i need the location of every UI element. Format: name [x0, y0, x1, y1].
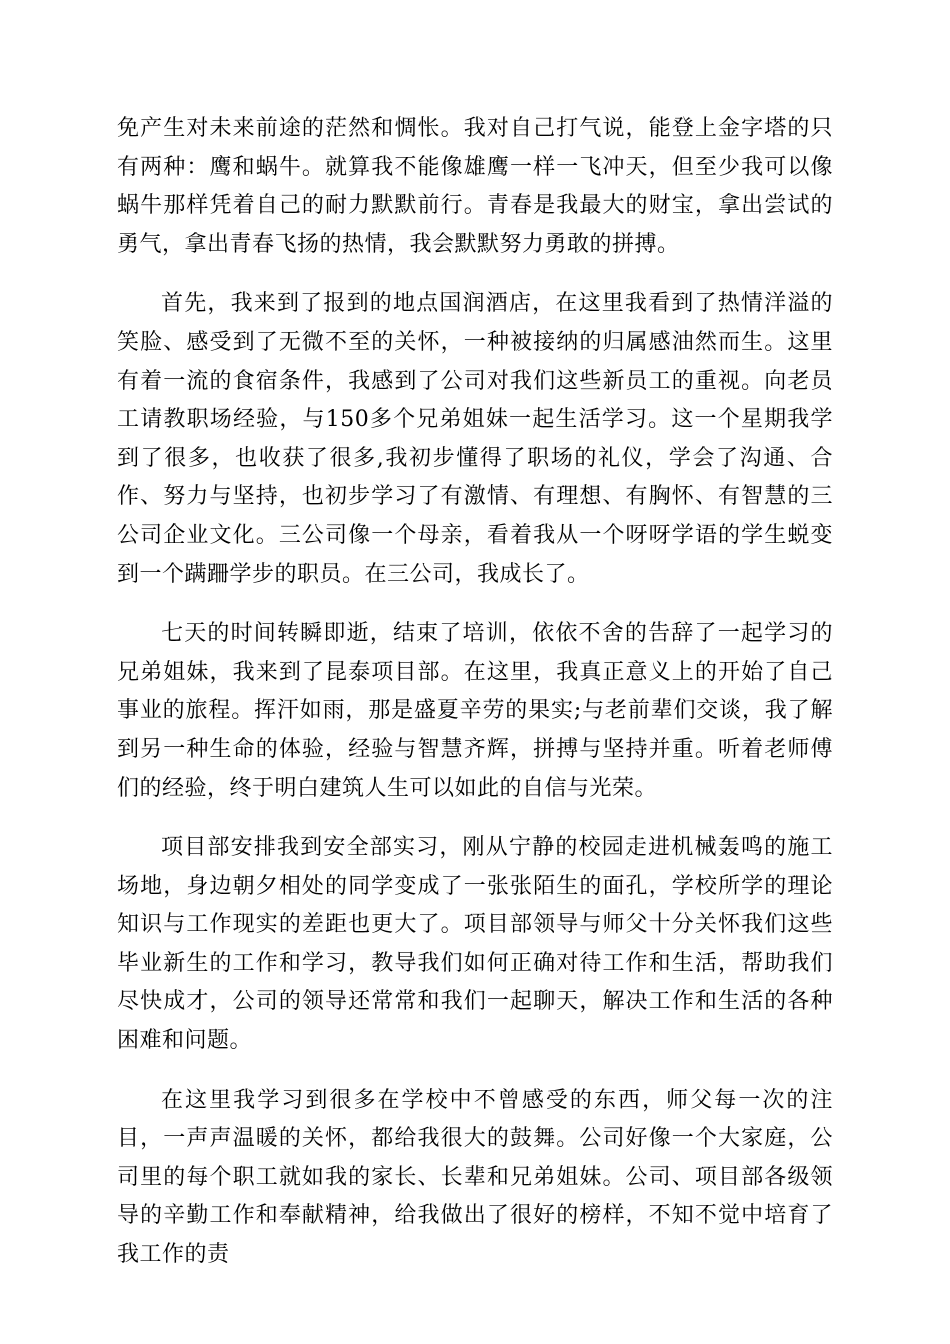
paragraph-arrival-training: 首先，我来到了报到的地点国润酒店，在这里我看到了热情洋溢的笑脸、感受到了无微不至的关怀，一种被接纳的归属感油然而生。这里有着一流的食宿条件，我感到了公司对我们这些新员工的重视。向老员工请教职场经验，与150多个兄弟姐妹一起生活学习。这一个星期我学到了很多，也收获了很多,我初步懂得了职场的礼仪，学会了沟通、合作、努力与坚持，也初步学习了有激情、有理想、有胸怀、有智慧的三公司企业文化。三公司像一个母亲，看着我从一个呀呀学语的学生蜕变到一个蹒跚学步的职员。在三公司，我成长了。 — [117, 291, 833, 587]
paragraph-safety-internship: 项目部安排我到安全部实习，刚从宁静的校园走进机械轰鸣的施工场地，身边朝夕相处的同学变成了一张张陌生的面孔，学校所学的理论知识与工作现实的差距也更大了。项目部领导与师父十分关怀我们这些毕业新生的工作和学习，教导我们如何正确对待工作和生活，帮助我们尽快成才，公司的领导还常常和我们一起聊天，解决工作和生活的各种困难和问题。 — [117, 835, 833, 1054]
document-body — [117, 110, 833, 1296]
paragraph-project-department: 七天的时间转瞬即逝，结束了培训，依依不舍的告辞了一起学习的兄弟姐妹，我来到了昆泰项目部。在这里，我真正意义上的开始了自己事业的旅程。挥汗如雨，那是盛夏辛劳的果实;与老前辈们交谈，我了解到另一种生命的体验，经验与智慧齐辉，拼搏与坚持并重。听着老师傅们的经验，终于明白建筑人生可以如此的自信与光荣。 — [117, 621, 833, 801]
paragraph-continuation: 免产生对未来前途的茫然和惆怅。我对自己打气说，能登上金字塔的只有两种：鹰和蜗牛。就算我不能像雄鹰一样一飞冲天，但至少我可以像蜗牛那样凭着自己的耐力默默前行。青春是我最大的财宝，拿出尝试的勇气，拿出青春飞扬的热情，我会默默努力勇敢的拼搏。 — [117, 116, 833, 257]
paragraph-learning-family: 在这里我学习到很多在学校中不曾感受的东西，师父每一次的注目，一声声温暖的关怀，都给我很大的鼓舞。公司好像一个大家庭，公司里的每个职工就如我的家长、长辈和兄弟姐妹。公司、项目部各级领导的辛勤工作和奉献精神，给我做出了很好的榜样，不知不觉中培育了我工作的责 — [117, 1087, 833, 1268]
